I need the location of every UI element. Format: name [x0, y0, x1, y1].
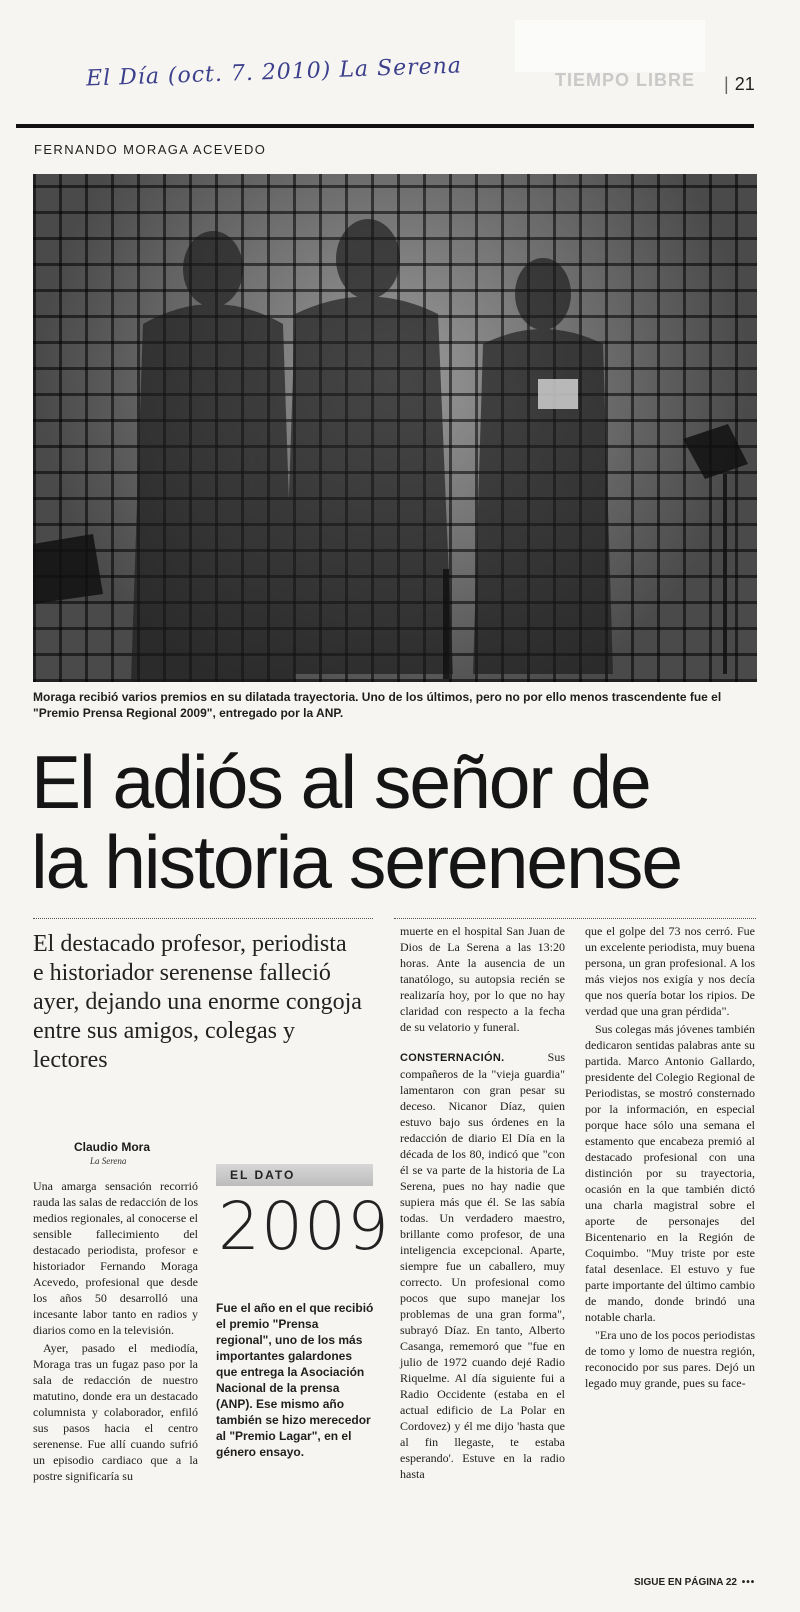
award-photo [33, 174, 757, 682]
headline [31, 742, 771, 902]
headline-line-1: El adiós al señor de [31, 740, 650, 824]
el-dato-number: 2009 [218, 1188, 390, 1265]
el-dato-text: Fue el año en el que recibió el premio "Prensa regional", uno de los más importantes galardones que entrega la Asociación Nacional de la prensa (ANP). Ese mismo año también se hizo merecedor al "Premio Lagar", en el género ensayo. [216, 1301, 374, 1459]
column-author-byline: FERNANDO MORAGA ACEVEDO [34, 142, 267, 157]
top-rule [16, 124, 754, 128]
paragraph: muerte en el hospital San Juan de Dios de La Serena a las 13:20 horas. Ante la ausencia de un tanatólogo, su autopsia recién se realizaría hoy, por lo que no hay claridad con respecto a la fecha de su velatorio y funeral. [400, 924, 565, 1034]
paragraph: que el golpe del 73 nos cerró. Fue un excelente periodista, muy buena persona, un gran profesional. A los más viejos nos exigía y nos decía que nos quería botar los ripios. De verdad que una gran pérdida". [585, 924, 755, 1018]
author-name: Claudio Mora [74, 1140, 151, 1154]
paragraph: "Era uno de los pocos periodistas de tomo y lomo de nuestra región, reconocido por sus pares. Dejó un legado muy grande, pues su face- [585, 1328, 755, 1390]
author-city: La Serena [90, 1156, 127, 1166]
photo-caption: Moraga recibió varios premios en su dilatada trayectoria. Uno de los últimos, pero no por ello menos trascendente fue el "Premio Prensa Regional 2009", entregado por la ANP. [33, 690, 722, 720]
paper-patch [515, 20, 705, 72]
page-number: | 21 [724, 74, 755, 95]
continued-on-page [634, 1577, 755, 1588]
paragraph: Ayer, pasado el mediodía, Moraga tras un fugaz paso por la sala de redacción de nuestro matutino, donde era un destacado columnista y colaborador, enfiló sus pasos hacia el centro serenense. Fue allí cuando sufrió un episodio cardiaco que a la postre significaría su [33, 1341, 198, 1483]
handwritten-note: El Día (oct. 7. 2010) La Serena [85, 53, 463, 92]
divider-right [394, 918, 756, 919]
continued-dots: ••• [741, 1577, 756, 1588]
paragraph-lead: CONSTERNACIÓN. [400, 1052, 505, 1064]
continued-label: SIGUE EN PÁGINA 22 [634, 1577, 737, 1588]
paragraph: Sus colegas más jóvenes también dedicaron sentidas palabras ante su partida. Marco Antonio Gallardo, presidente del Colegio Regional de Periodistas, se mostró consternado por la información, en especial porque hace sólo una semana el estamento que encabeza premió al destacado profesional con una distinción por su trayectoria, ocasión en la que también dictó una charla magistral sobre el aporte de personajes del Bicentenario en la Región de Coquimbo. "Muy triste por este fatal desenlace. El estuvo y fue parte importante del último cambio de mando, donde brindó una notable charla. [585, 1022, 755, 1324]
body-column-3 [400, 923, 565, 1482]
subhead: El destacado profesor, periodista e historiador serenense falleció ayer, dejando una enorme congoja entre sus amigos, colegas y lectores [33, 931, 362, 1073]
photo-figures [33, 174, 757, 682]
paragraph-text: Sus compañeros de la "vieja guardia" lamentaron con gran pesar su deceso. Nicanor Díaz, quien estuvo bajo sus órdenes en la redacción de diario El Día en la década de los 80, indicó que "con él se va parte de la historia de La Serena, pues no hay nadie que supiera más que él. Se las sabía todas. Un verdadero maestro, brillante como profesor, de una inteligencia excepcional. Aparte, siempre fue un caballero, muy correcto. Un profesional como pocos que supo manejar los problemas de una gran forma", subrayó Díaz. En tanto, Alberto Casanga, rememoró que "fue en julio de 1972 cuando dejé Radio Riquelme. Al día siguiente fui a Radio Occidente (estaba en el actual edificio de La Polar en Cordovez) y él me dijo 'hasta que al fin llegaste, te estaba esperando'. Estuve en la radio hasta [400, 1050, 565, 1481]
el-dato-label: EL DATO [216, 1164, 373, 1186]
divider-left [33, 918, 373, 919]
paragraph: Una amarga sensación recorrió rauda las salas de redacción de los medios regionales, al conocerse el sensible fallecimiento del destacado periodista, profesor e historiador Fernando Moraga Acevedo, profesional que desde los años 50 desarrolló una incesante labor tanto en radios y diarios como en la televisión. [33, 1179, 198, 1337]
headline-line-2: la historia serenense [31, 820, 682, 904]
section-label: TIEMPO LIBRE [555, 70, 696, 90]
body-column-1 [33, 1178, 198, 1484]
paragraph [400, 1049, 565, 1482]
body-column-4 [585, 923, 755, 1391]
